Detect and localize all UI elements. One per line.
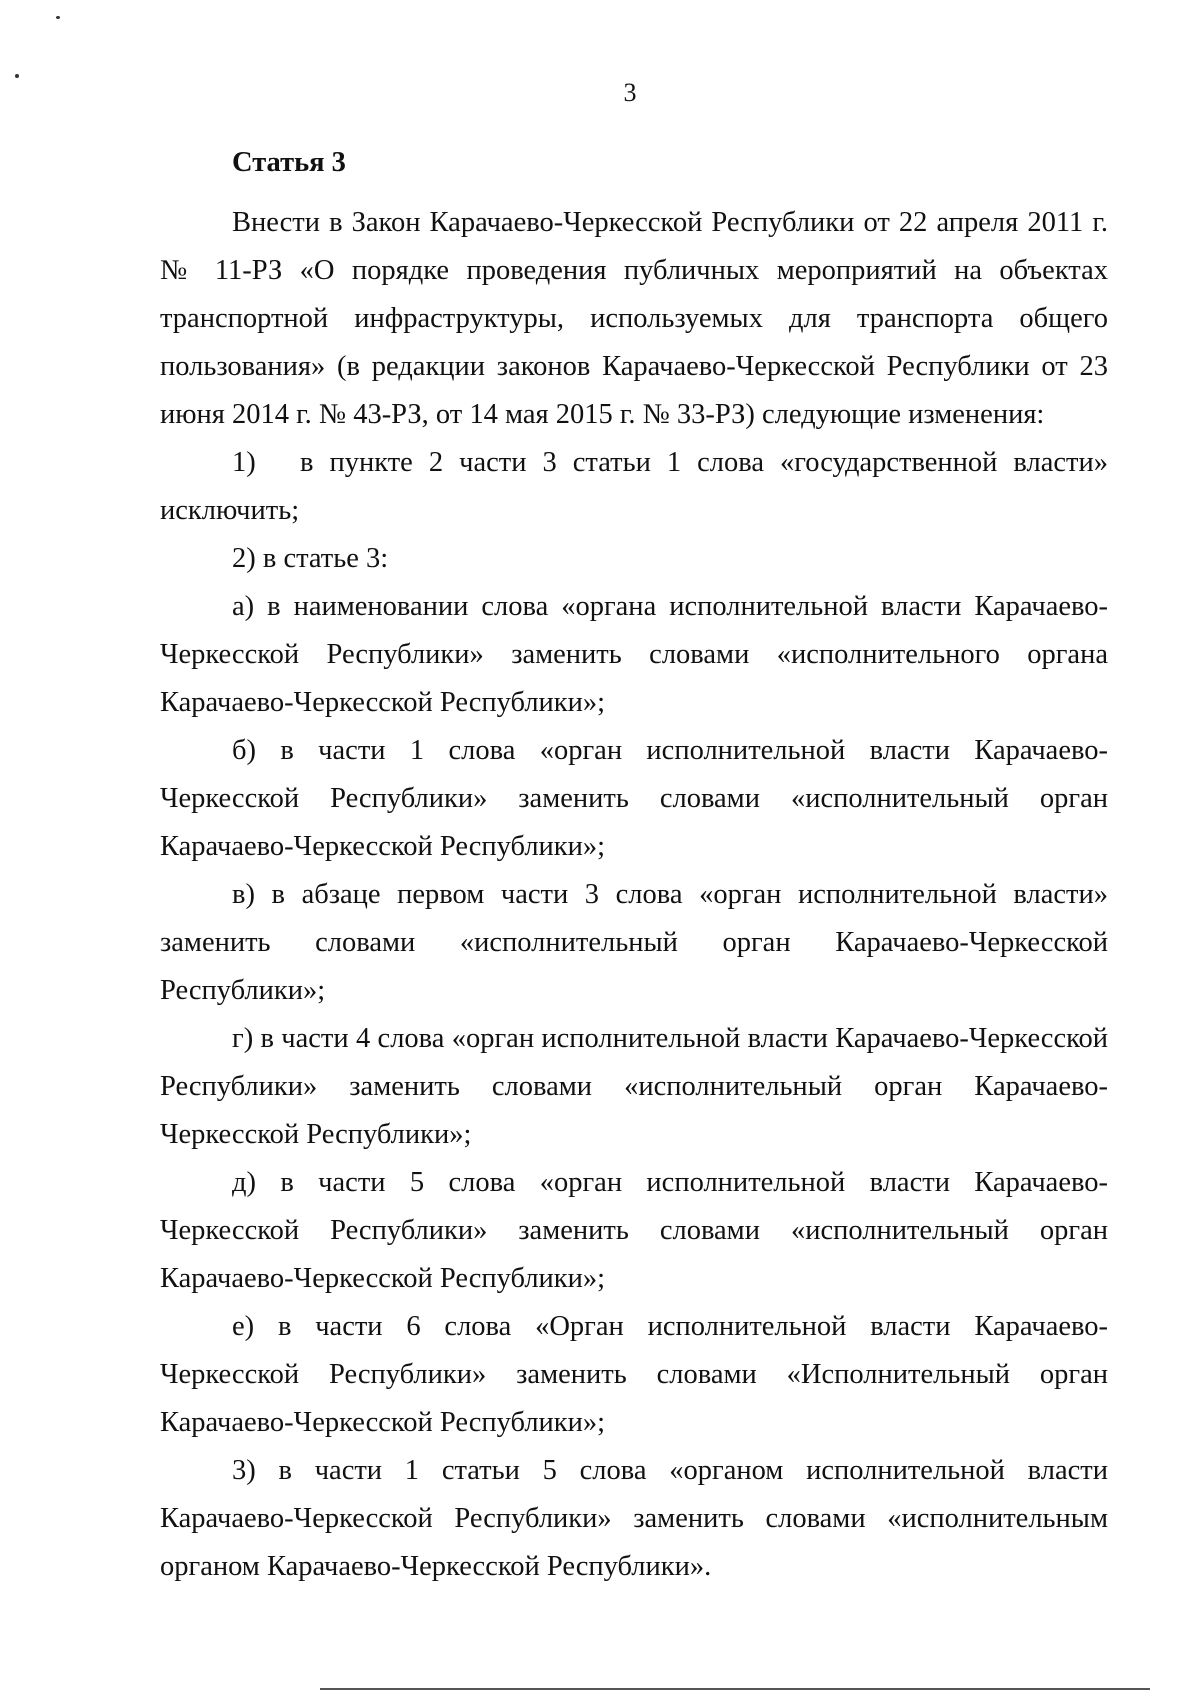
document-body: [160, 139, 1108, 1591]
amendment-intro-paragraph: Внести в Закон Карачаево-Черкесской Республики от 22 апреля 2011 г. № 11-РЗ «О порядке проведения публичных мероприятий на объектах транспортной инфраструктуры, используемых для транспорта общего пользования» (в редакции законов Карачаево-Черкесской Республики от 23 июня 2014 г. № 43-РЗ, от 14 мая 2015 г. № 33-РЗ) следующие изменения:: [160, 207, 1108, 430]
amendment-item-1-number: 1): [232, 447, 256, 478]
amendment-item-3: 3) в части 1 статьи 5 слова «органом исполнительной власти Карачаево-Черкесской Республики» заменить словами «исполнительным органом Карачаево-Черкесской Республики».: [160, 1455, 1108, 1582]
amendment-item-2: 2) в статье 3:: [232, 543, 389, 574]
amendment-item-1-text: в пункте 2 части 3 статьи 1 слова «государственной власти» исключить;: [160, 447, 1108, 526]
page-number: 3: [623, 78, 637, 107]
amendment-subitem-b: б) в части 1 слова «орган исполнительной власти Карачаево-Черкесской Республики» заменить словами «исполнительный орган Карачаево-Черкесской Республики»;: [160, 735, 1108, 862]
amendment-subitem-a: а) в наименовании слова «органа исполнительной власти Карачаево-Черкесской Республики» заменить словами «исполнительного органа Карачаево-Черкесской Республики»;: [160, 591, 1108, 718]
amendment-subitem-v: в) в абзаце первом части 3 слова «орган исполнительной власти» заменить словами «исполнительный орган Карачаево-Черкесской Республики»;: [160, 879, 1108, 1006]
amendment-subitem-d: д) в части 5 слова «орган исполнительной власти Карачаево-Черкесской Республики» заменить словами «исполнительный орган Карачаево-Черкесской Республики»;: [160, 1167, 1108, 1294]
amendment-subitem-e: е) в части 6 слова «Орган исполнительной власти Карачаево-Черкесской Республики» заменить словами «Исполнительный орган Карачаево-Черкесской Республики»;: [160, 1311, 1108, 1438]
amendment-subitem-g: г) в части 4 слова «орган исполнительной власти Карачаево-Черкесской Республики» заменить словами «исполнительный орган Карачаево-Черкесской Республики»;: [160, 1023, 1108, 1150]
scan-speck: [56, 16, 60, 19]
article-heading: Статья 3: [232, 147, 346, 178]
page-bottom-rule: [320, 1688, 1150, 1690]
amendment-item-1: [160, 439, 1108, 535]
